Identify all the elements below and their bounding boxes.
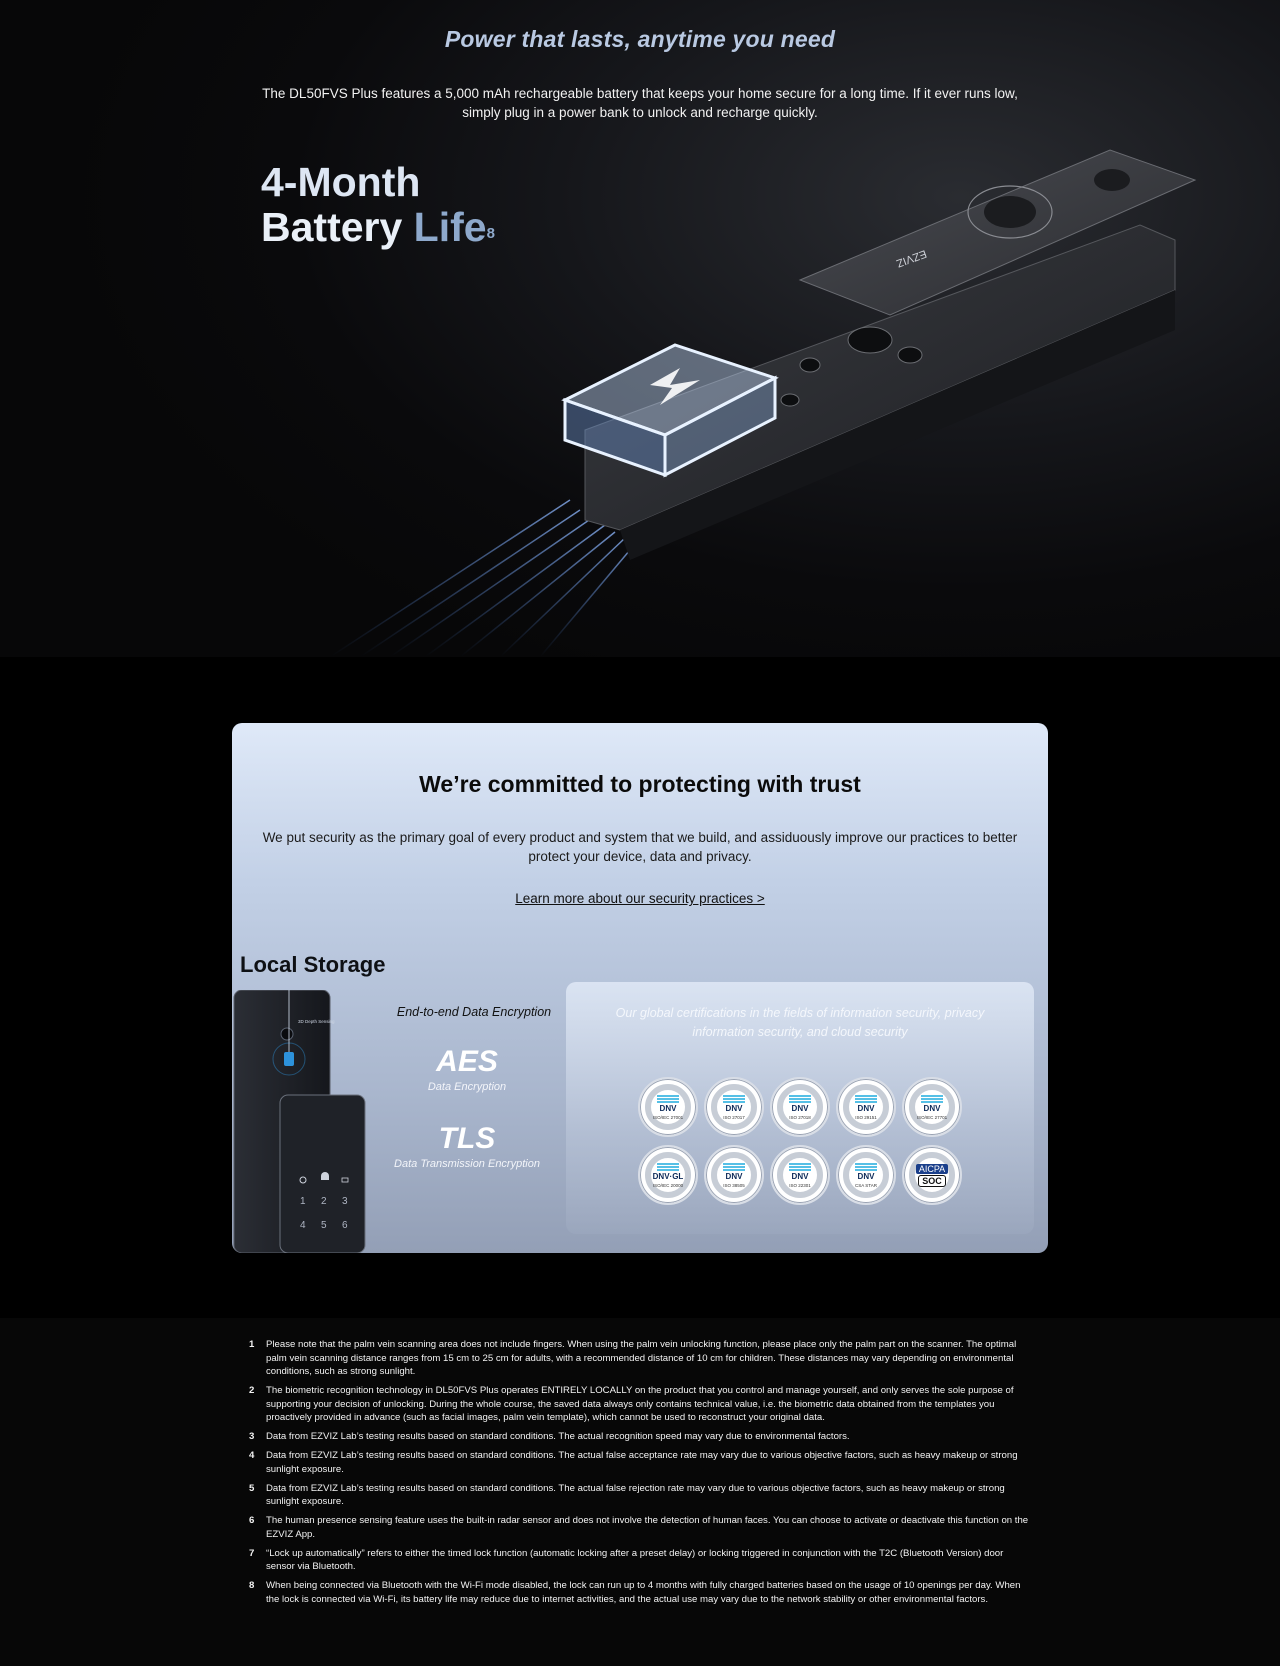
footnote-number: 1 <box>249 1339 255 1350</box>
certification-badge <box>902 1145 962 1205</box>
local-storage-title: Local Storage <box>240 952 386 977</box>
badge-row-1 <box>638 1077 968 1137</box>
badge-standard: ISO/IEC 27701 <box>916 1114 948 1120</box>
badge-mark: DNV <box>659 1103 677 1113</box>
certification-badge <box>836 1077 896 1137</box>
badge-standard: ISO 29151 <box>855 1114 877 1120</box>
dnv-logo-icon <box>789 1163 811 1171</box>
aes-title: AES <box>436 1045 498 1078</box>
aes-subtitle: Data Encryption <box>427 1081 507 1093</box>
badge-mark: DNV <box>725 1103 743 1113</box>
aes-block <box>372 1045 562 1093</box>
badge-standard: ISO 27018 <box>789 1114 811 1120</box>
footnote-text: Please note that the palm vein scanning area does not include fingers. When using the palm vein unlocking function, please place only the palm part on the scanner. The optimal palm vein scanning distance ranges from 15 cm to 25 cm for adults, with a recommended distance of 10 cm for children. These distances may vary depending on environmental conditions, such as strong sunlight. <box>266 1339 1017 1378</box>
footnote-text: “Lock up automatically” refers to either the timed lock function (automatic locking after a preset delay) or locking triggered in conjunction with the T2C (Bluetooth Version) door sensor via Bluetooth. <box>266 1547 1004 1573</box>
badge-mark: DNV <box>923 1103 941 1113</box>
badge-standard: CSA STAR <box>855 1182 877 1188</box>
badge-mark: DNV <box>791 1103 809 1113</box>
dnv-logo-icon <box>855 1095 877 1103</box>
dnv-logo-icon <box>657 1095 679 1103</box>
footnote-text: The human presence sensing feature uses the built-in radar sensor and does not involve the detection of human faces. You can choose to activate or deactivate this function on the EZVIZ App. <box>266 1515 1029 1540</box>
footnote-number: 4 <box>249 1450 255 1462</box>
certification-badge <box>770 1077 830 1137</box>
footnote-ref-8[interactable]: 8 <box>486 225 495 242</box>
lock-screen-label: 3D Depth Sensing <box>298 1019 335 1024</box>
footnote-number: 6 <box>249 1515 255 1527</box>
battery-stat-line2a: Battery <box>261 204 414 250</box>
dnv-logo-icon <box>789 1095 811 1103</box>
device-brand-text: EZVIZ <box>894 247 929 270</box>
certification-badge <box>638 1145 698 1205</box>
footnote-item <box>249 1514 1029 1541</box>
dnv-logo-icon <box>723 1095 745 1103</box>
footnote-number: 7 <box>249 1547 255 1559</box>
tls-title: TLS <box>438 1122 496 1155</box>
badge-standard: ISO 27017 <box>723 1114 745 1120</box>
e2e-encryption-label: End-to-end Data Encryption <box>396 1005 552 1019</box>
badge-mark: DNV <box>857 1103 875 1113</box>
badge-standard: ISO 38505 <box>723 1182 745 1188</box>
dnv-logo-icon <box>723 1163 745 1171</box>
keypad-digit-4: 4 <box>300 1220 306 1231</box>
dnv-logo-icon <box>921 1095 943 1103</box>
security-practices-link[interactable]: Learn more about our security practices > <box>515 891 765 906</box>
trust-title: We’re committed to protecting with trust <box>419 771 861 797</box>
footnote-number: 5 <box>249 1482 255 1494</box>
footnote-text: The biometric recognition technology in DL50FVS Plus operates ENTIRELY LOCALLY on the product that you control and manage yourself, and only serves the sole purpose of supporting your decision of unlocking. During the whole course, the saved data always only contains technical value, i.e. the biometric data obtained from the templates you proactively provided in advance (such as facial images, palm vein template), which cannot be used to reconstruct your original data. <box>266 1385 1014 1424</box>
smart-lock-illustration <box>232 990 367 1253</box>
badge-row-2 <box>638 1145 968 1205</box>
footnotes-section <box>0 1318 1280 1666</box>
keypad-digit-3: 3 <box>342 1196 348 1207</box>
badge-mark: DNV <box>725 1171 743 1181</box>
certifications-title: Our global certifications in the fields of information security, privacy information security, and cloud security <box>615 1006 985 1039</box>
keypad-digit-2: 2 <box>321 1196 327 1207</box>
footnote-item <box>249 1449 1029 1476</box>
keypad-digit-1: 1 <box>300 1196 306 1207</box>
footnote-item <box>249 1579 1029 1606</box>
certification-badge <box>836 1145 896 1205</box>
footnote-number: 2 <box>249 1385 255 1397</box>
certification-badge <box>902 1077 962 1137</box>
dnv-logo-icon <box>855 1163 877 1171</box>
badge-mark: DNV <box>857 1171 875 1181</box>
dnv-logo-icon <box>657 1163 679 1171</box>
certification-badge <box>770 1145 830 1205</box>
badge-standard: ISO/IEC 27001 <box>652 1114 684 1120</box>
footnote-text: Data from EZVIZ Lab’s testing results based on standard conditions. The actual false rejection rate may vary due to various objective factors, such as heavy makeup or strong sunlight exposure. <box>266 1482 1005 1508</box>
trust-body: We put security as the primary goal of every product and system that we build, and assiduously improve our practices to better protect your device, data and privacy. <box>262 830 1018 864</box>
badge-mark: DNV <box>791 1171 809 1181</box>
certifications-panel <box>566 982 1034 1234</box>
footnote-list <box>249 1338 1029 1611</box>
footnote-number: 3 <box>249 1431 255 1443</box>
lock-body-battery-illustration <box>330 130 1280 657</box>
battery-section <box>0 0 1280 657</box>
footnote-item <box>249 1430 1029 1444</box>
battery-headline: Power that lasts, anytime you need <box>444 26 836 52</box>
footnote-text: When being connected via Bluetooth with the Wi-Fi mode disabled, the lock can run up to 4 months with fully charged batteries based on the usage of 10 openings per day. When the lock is connected via Wi-Fi, its battery life may reduce due to internet activities, and the actual use may vary due to the network stability or other environmental factors. <box>266 1579 1021 1605</box>
battery-stat-line1: 4-Month <box>261 159 421 205</box>
keypad-digit-5: 5 <box>321 1220 327 1231</box>
keypad-digit-6: 6 <box>342 1220 348 1231</box>
battery-stat-line2b: Life <box>413 204 487 250</box>
tls-subtitle: Data Transmission Encryption <box>394 1158 540 1170</box>
battery-description: The DL50FVS Plus features a 5,000 mAh rechargeable battery that keeps your home secure for a long time. If it ever runs low, simply plug in a power bank to unlock and recharge quickly. <box>262 86 1018 120</box>
footnote-text: Data from EZVIZ Lab’s testing results based on standard conditions. The actual recognition speed may vary due to environmental factors. <box>266 1431 850 1443</box>
badge-standard: ISO/IEC 20000 <box>652 1182 684 1188</box>
badge-mark: SOC <box>918 1175 946 1187</box>
footnote-item <box>249 1482 1029 1509</box>
footnote-number: 8 <box>249 1579 255 1591</box>
trust-card <box>232 723 1048 1253</box>
badge-standard: ISO 22301 <box>789 1182 811 1188</box>
tls-block <box>372 1122 562 1170</box>
footnote-item <box>249 1384 1029 1425</box>
footnote-text: Data from EZVIZ Lab’s testing results based on standard conditions. The actual false acceptance rate may vary due to various objective factors, such as heavy makeup or strong sunlight exposure. <box>266 1450 1018 1475</box>
certification-badges <box>638 1077 968 1213</box>
footnote-item <box>249 1547 1029 1574</box>
badge-mark: DNV·GL <box>652 1171 684 1181</box>
certification-badge <box>638 1077 698 1137</box>
certification-badge <box>704 1077 764 1137</box>
certification-badge <box>704 1145 764 1205</box>
badge-issuer: AICPA <box>916 1164 948 1174</box>
footnote-item <box>249 1338 1029 1379</box>
